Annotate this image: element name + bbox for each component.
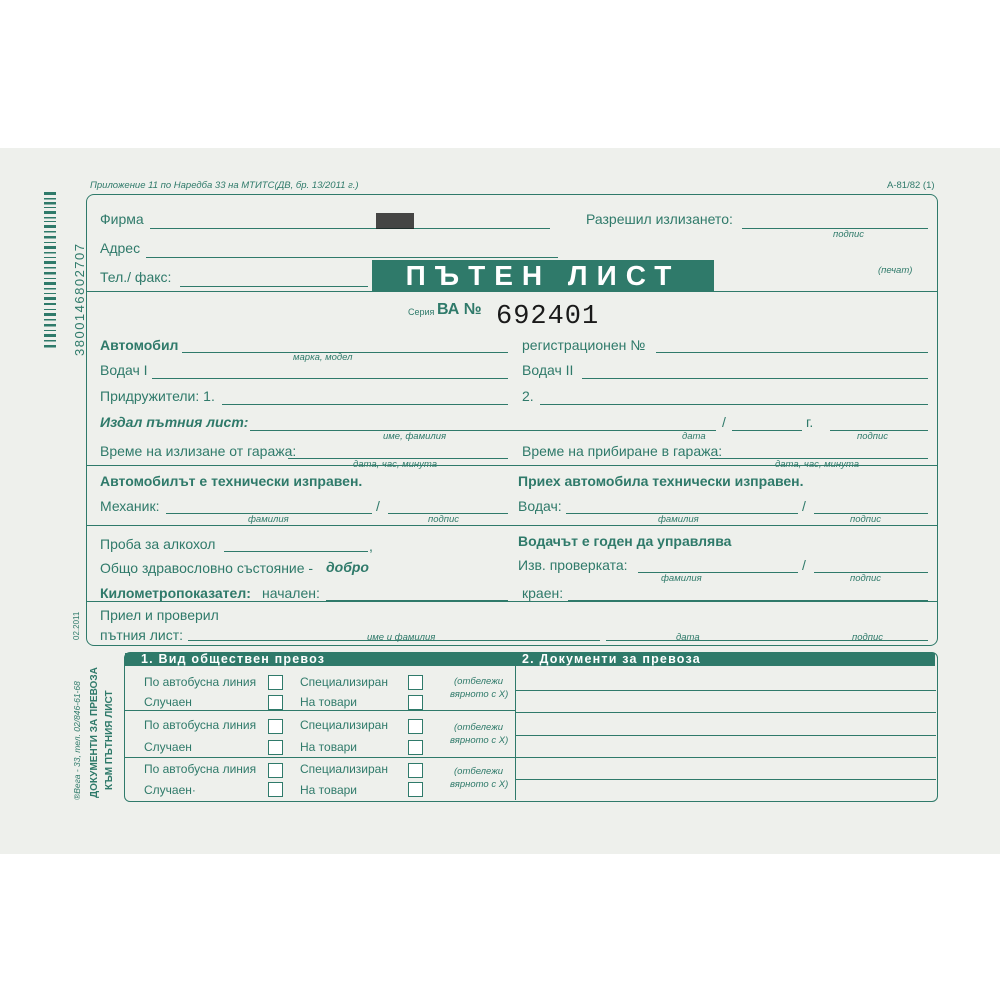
mehanik-slash: / — [376, 498, 380, 514]
tech-ispraven: Автомобилът е технически изправен. — [100, 473, 363, 489]
option-specializiran: Специализиран — [300, 675, 388, 689]
option-avtobus: По автобусна линия — [144, 675, 257, 689]
razreshil-podpis: подпис — [833, 229, 865, 240]
checkbox-specializiran-3[interactable] — [408, 763, 423, 778]
tech-priem: Приех автомобила технически изправен. — [518, 473, 804, 489]
izv-podpis: подпис — [850, 573, 882, 584]
option-specializiran: Специализиран — [300, 718, 388, 732]
priel-label: Приел и проверил — [100, 607, 219, 623]
dobro-value: добро — [326, 559, 369, 575]
option-specializiran: Специализиран — [300, 762, 388, 776]
document-title: ПЪТЕН ЛИСТ — [372, 260, 714, 292]
proba-label: Проба за алкохол — [100, 536, 216, 552]
reg-field[interactable] — [656, 352, 928, 353]
doc-row-line[interactable] — [516, 712, 936, 713]
mehanik-label: Механик: — [100, 498, 160, 514]
mark-note: (отбележи — [454, 722, 504, 733]
group-divider — [125, 757, 515, 758]
checkbox-avtobus-1[interactable] — [268, 675, 283, 690]
izdal-date-field[interactable] — [732, 430, 802, 431]
proba-field[interactable] — [224, 551, 368, 552]
checkbox-tovari-3[interactable] — [408, 782, 423, 797]
divider — [87, 525, 937, 526]
barcode-number: 3800146802707 — [72, 242, 87, 356]
firma-field[interactable] — [150, 228, 550, 229]
serial-number: 692401 — [496, 302, 600, 332]
mark-note: вярното с X) — [450, 735, 509, 746]
vodach2-field[interactable] — [582, 378, 928, 379]
side-docs-subtitle: КЪМ ПЪТНИЯ ЛИСТ — [104, 690, 115, 790]
izdal-podpis: подпис — [857, 431, 889, 442]
option-avtobus: По автобусна линия — [144, 718, 257, 732]
mark-note: (отбележи — [454, 766, 504, 777]
option-avtobus: По автобусна линия — [144, 762, 257, 776]
checkbox-sluchaen-3[interactable] — [268, 782, 283, 797]
proba-comma: , — [369, 538, 373, 554]
checkbox-avtobus-3[interactable] — [268, 763, 283, 778]
checkbox-specializiran-1[interactable] — [408, 675, 423, 690]
izv-familia: фамилия — [661, 573, 702, 584]
checkbox-sluchaen-2[interactable] — [268, 740, 283, 755]
seria-label: Серия — [408, 307, 435, 317]
izdal-label: Издал пътния лист: — [100, 414, 249, 430]
firma-label: Фирма — [100, 211, 144, 227]
doc-row-line[interactable] — [516, 690, 936, 691]
kraen-field[interactable] — [568, 600, 928, 601]
form-code: А-81/82 (1) — [887, 180, 935, 191]
izdal-data: дата — [682, 431, 706, 442]
checkbox-sluchaen-1[interactable] — [268, 695, 283, 710]
izdal-field[interactable] — [250, 430, 716, 431]
vodach1-label: Водач I — [100, 362, 148, 378]
putnia-label: пътния лист: — [100, 627, 184, 643]
pridruzh-label: Придружители: 1. — [100, 388, 215, 404]
mark-note: вярното с X) — [450, 689, 509, 700]
section2-header: 2. Документи за превоза — [516, 653, 935, 666]
km-label: Километропоказател: — [100, 585, 251, 601]
option-sluchaen: Случаен — [144, 740, 192, 754]
section1-header: 1. Вид обществен превоз — [125, 653, 515, 666]
izv-slash: / — [802, 557, 806, 573]
print-date: 02.2011 — [72, 611, 81, 640]
izlizane-hint: дата, час, минута — [353, 459, 437, 470]
appendix-note: Приложение 11 по Наредба 33 на МТИТС(ДВ, бр. 13/2011 г.) — [90, 180, 359, 191]
stamp-mark — [376, 213, 414, 229]
checkbox-specializiran-2[interactable] — [408, 719, 423, 734]
barcode-image — [44, 192, 74, 352]
izdal-ime: име, фамилия — [383, 431, 447, 442]
option-tovari: На товари — [300, 695, 357, 709]
seria-value: ВА № — [437, 301, 482, 318]
razreshil-label: Разрешил излизането: — [586, 211, 733, 227]
pridruzh2-label: 2. — [522, 388, 534, 404]
pribirane-hint: дата, час, минута — [775, 459, 859, 470]
printer-note: ®Вега - 33, тел. 02/846-61-68 — [72, 681, 82, 800]
option-tovari: На товари — [300, 783, 357, 797]
nachalen-field[interactable] — [326, 600, 508, 601]
mark-note: (отбележи — [454, 676, 504, 687]
pridruzh2-field[interactable] — [540, 404, 928, 405]
kraen-label: краен: — [522, 585, 564, 601]
izlizane-label: Време на излизане от гаража: — [100, 443, 297, 459]
option-sluchaen: Случаен — [144, 695, 192, 709]
checkbox-tovari-2[interactable] — [408, 740, 423, 755]
izdal-slash: / — [722, 414, 726, 430]
izdal-g: г. — [806, 414, 814, 430]
doc-row-line[interactable] — [516, 779, 936, 780]
checkbox-avtobus-2[interactable] — [268, 719, 283, 734]
option-tovari: На товари — [300, 740, 357, 754]
priel-data: дата — [676, 632, 700, 643]
doc-row-line[interactable] — [516, 735, 936, 736]
obshto-label: Общо здравословно състояние - — [100, 560, 314, 576]
doc-row-line[interactable] — [516, 757, 936, 758]
vodach2-label: Водач II — [522, 362, 574, 378]
adres-label: Адрес — [100, 240, 141, 256]
bottom-divider — [515, 653, 516, 800]
adres-field[interactable] — [146, 257, 558, 258]
nachalen-label: начален: — [262, 585, 320, 601]
vodach-podpis: подпис — [850, 514, 882, 525]
tel-label: Тел./ факс: — [100, 269, 172, 285]
mark-note: вярното с X) — [450, 779, 509, 790]
vodach-label: Водач: — [518, 498, 562, 514]
group-divider — [125, 710, 515, 711]
avtomobil-label: Автомобил — [100, 337, 179, 353]
pribirane-label: Време на прибиране в гаража: — [522, 443, 723, 459]
checkbox-tovari-1[interactable] — [408, 695, 423, 710]
option-sluchaen: Случаен· — [144, 783, 196, 797]
marka-hint: марка, модел — [293, 352, 353, 363]
side-docs-title: ДОКУМЕНТИ ЗА ПРЕВОЗА — [89, 667, 100, 798]
pridruzh1-field[interactable] — [222, 404, 508, 405]
mehanik-familia: фамилия — [248, 514, 289, 525]
divider — [87, 601, 937, 602]
priel-podpis: подпис — [852, 632, 884, 643]
vodach-familia: фамилия — [658, 514, 699, 525]
priel-imefam: име и фамилия — [367, 632, 436, 643]
vodach-slash: / — [802, 498, 806, 514]
goden-label: Водачът е годен да управлява — [518, 533, 732, 549]
pechat-label: (печат) — [878, 265, 913, 276]
mehanik-podpis: подпис — [428, 514, 460, 525]
reg-label: регистрационен № — [522, 337, 646, 353]
izv-label: Изв. проверката: — [518, 557, 628, 573]
vodach1-field[interactable] — [152, 378, 508, 379]
tel-field[interactable] — [180, 286, 368, 287]
